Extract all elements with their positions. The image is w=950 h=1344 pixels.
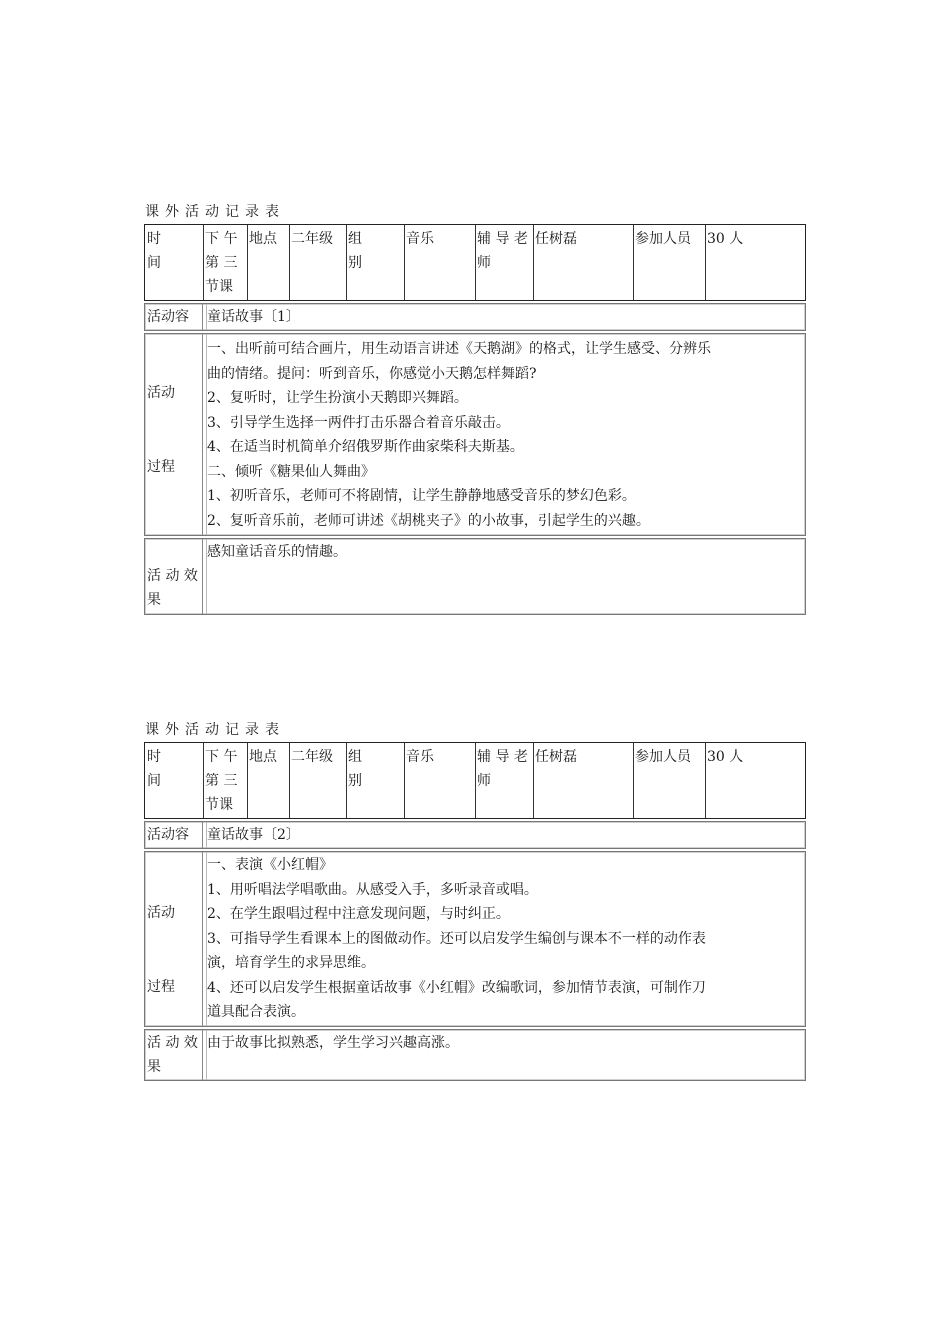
content-value: 童话故事〔1〕 bbox=[207, 309, 300, 325]
group-value-cell bbox=[404, 225, 475, 300]
participants-value-cell bbox=[705, 743, 805, 818]
time-label-line-1: 时 bbox=[147, 749, 161, 765]
record-table bbox=[144, 224, 806, 615]
participants-value: 30 人 bbox=[707, 231, 744, 247]
process-line: 1、初听音乐，老师可不将剧情，让学生静静地感受音乐的梦幻色彩。 bbox=[207, 488, 636, 504]
effect-label-cell bbox=[145, 539, 203, 614]
process-line: 4、还可以启发学生根据童话故事《小红帽》改编歌词，参加情节表演，可制作刀 bbox=[207, 979, 706, 996]
time-value-line-3: 节课 bbox=[205, 279, 233, 295]
process-line: 一、表演《小红帽》 bbox=[207, 857, 333, 873]
group-value: 音乐 bbox=[406, 749, 434, 765]
group-value: 音乐 bbox=[406, 231, 434, 247]
time-label-line-2: 间 bbox=[147, 773, 161, 789]
content-label: 活动容 bbox=[147, 827, 189, 843]
group-value-cell bbox=[404, 743, 475, 818]
place-label-cell bbox=[247, 225, 289, 300]
place-value-cell bbox=[289, 225, 346, 300]
teacher-label-line-1: 辅 导 老 bbox=[477, 231, 528, 247]
group-label-line-1: 组 bbox=[348, 231, 362, 247]
process-label-cell bbox=[145, 852, 203, 1026]
place-label: 地点 bbox=[249, 231, 277, 247]
time-value-line-3: 节课 bbox=[205, 797, 233, 813]
effect-value: 由于故事比拟熟悉，学生学习兴趣高涨。 bbox=[207, 1035, 459, 1051]
activity-record-form-1 bbox=[144, 200, 806, 615]
form-title: 课外活动记录表 bbox=[145, 722, 285, 738]
time-value-line-2: 第 三 bbox=[205, 773, 238, 789]
time-value-cell bbox=[203, 225, 247, 300]
process-content bbox=[205, 334, 805, 535]
time-value-line-2: 第 三 bbox=[205, 255, 238, 271]
time-label-cell bbox=[145, 743, 203, 818]
header-row bbox=[144, 742, 806, 819]
time-label-line-2: 间 bbox=[147, 255, 161, 271]
process-line: 曲的情绪。提问：听到音乐，你感觉小天鹅怎样舞蹈? bbox=[207, 365, 537, 382]
place-value-cell bbox=[289, 743, 346, 818]
teacher-value-cell bbox=[533, 743, 633, 818]
process-line: 3、可指导学生看课本上的图做动作。还可以启发学生编创与课本不一样的动作表 bbox=[207, 930, 706, 947]
teacher-value: 任树磊 bbox=[535, 749, 577, 765]
time-value-cell bbox=[203, 743, 247, 818]
process-row bbox=[144, 851, 806, 1027]
teacher-value-cell bbox=[533, 225, 633, 300]
place-value: 二年级 bbox=[291, 749, 333, 765]
process-line: 4、在适当时机简单介绍俄罗斯作曲家柴科夫斯基。 bbox=[207, 439, 524, 455]
effect-label-cell bbox=[145, 1030, 203, 1080]
form-title: 课外活动记录表 bbox=[145, 204, 285, 220]
group-label-line-2: 别 bbox=[348, 255, 362, 271]
process-line: 3、引导学生选择一两件打击乐器合着音乐敲击。 bbox=[207, 414, 510, 431]
effect-label-line-1: 活 动 效 bbox=[147, 568, 198, 584]
content-label: 活动容 bbox=[147, 309, 189, 325]
teacher-label-line-2: 师 bbox=[477, 255, 491, 271]
process-content bbox=[205, 852, 805, 1026]
process-line: 道具配合表演。 bbox=[207, 1004, 305, 1020]
activity-record-form-2 bbox=[144, 718, 806, 1081]
process-line: 2、复听音乐前，老师可讲述《胡桃夹子》的小故事，引起学生的兴趣。 bbox=[207, 512, 650, 529]
participants-value-cell bbox=[705, 225, 805, 300]
effect-label-line-2: 果 bbox=[147, 1059, 161, 1075]
process-label-line-1: 活动 bbox=[147, 905, 175, 921]
time-value-line-1: 下 午 bbox=[205, 231, 238, 247]
process-line: 2、在学生跟唱过程中注意发现问题，与时纠正。 bbox=[207, 906, 510, 922]
process-label-line-2: 过程 bbox=[147, 979, 175, 995]
effect-label-line-2: 果 bbox=[147, 592, 161, 608]
time-value-line-1: 下 午 bbox=[205, 749, 238, 765]
record-table bbox=[144, 742, 806, 1081]
group-label-line-1: 组 bbox=[348, 749, 362, 765]
process-row bbox=[144, 333, 806, 536]
header-row bbox=[144, 224, 806, 301]
process-line: 一、出听前可结合画片，用生动语言讲述《天鹅湖》的格式，让学生感受、分辨乐 bbox=[207, 341, 711, 357]
effect-value: 感知童话音乐的情趣。 bbox=[207, 544, 347, 560]
process-line: 二、倾听《糖果仙人舞曲》 bbox=[207, 463, 375, 480]
teacher-value: 任树磊 bbox=[535, 231, 577, 247]
process-label-cell bbox=[145, 334, 203, 535]
process-line: 演，培育学生的求异思维。 bbox=[207, 955, 375, 971]
content-row bbox=[144, 303, 806, 331]
process-line: 1、用听唱法学唱歌曲。从感受入手，多听录音或唱。 bbox=[207, 881, 538, 898]
time-label-cell bbox=[145, 225, 203, 300]
group-label-cell bbox=[346, 743, 404, 818]
effect-row bbox=[144, 538, 806, 615]
process-line: 2、复听时，让学生扮演小天鹅即兴舞蹈。 bbox=[207, 390, 468, 406]
participants-label-cell bbox=[633, 225, 705, 300]
process-label-line-2: 过程 bbox=[147, 459, 175, 475]
participants-label: 参加人员 bbox=[635, 231, 691, 247]
place-value: 二年级 bbox=[291, 231, 333, 247]
participants-label: 参加人员 bbox=[635, 749, 691, 765]
process-label-line-1: 活动 bbox=[147, 385, 175, 401]
effect-row bbox=[144, 1029, 806, 1081]
teacher-label-line-1: 辅 导 老 bbox=[477, 749, 528, 765]
effect-label-line-1: 活 动 效 bbox=[147, 1035, 198, 1051]
place-label-cell bbox=[247, 743, 289, 818]
participants-value: 30 人 bbox=[707, 749, 744, 765]
teacher-label-cell bbox=[475, 225, 533, 300]
participants-label-cell bbox=[633, 743, 705, 818]
group-label-cell bbox=[346, 225, 404, 300]
content-row bbox=[144, 821, 806, 849]
teacher-label-cell bbox=[475, 743, 533, 818]
group-label-line-2: 别 bbox=[348, 773, 362, 789]
content-value: 童话故事〔2〕 bbox=[207, 827, 300, 843]
time-label-line-1: 时 bbox=[147, 231, 161, 247]
place-label: 地点 bbox=[249, 749, 277, 765]
teacher-label-line-2: 师 bbox=[477, 773, 491, 789]
